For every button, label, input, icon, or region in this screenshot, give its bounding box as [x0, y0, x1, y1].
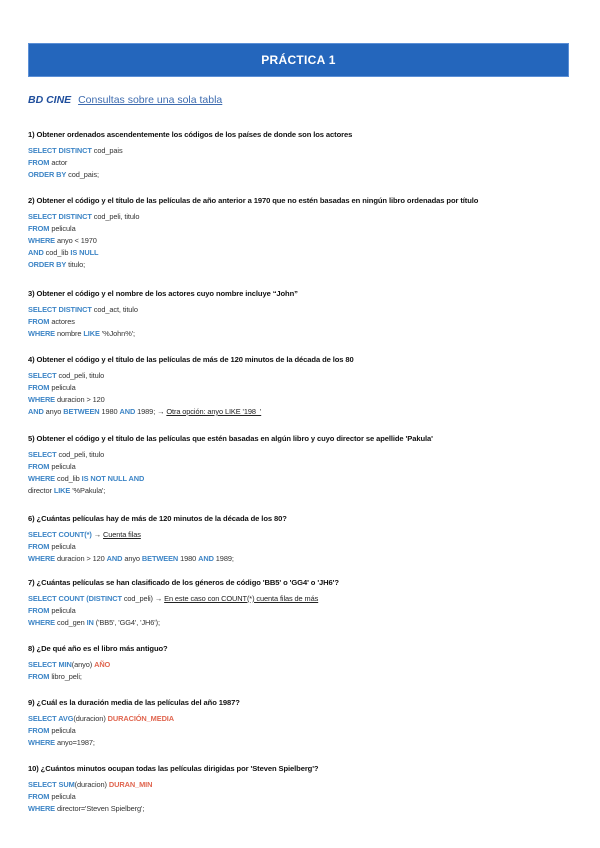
sql-text: pelicula — [49, 606, 76, 615]
sql-keyword: BETWEEN — [63, 407, 100, 416]
sql-line — [28, 529, 578, 541]
sql-line — [28, 449, 578, 461]
exercise-section — [28, 764, 578, 815]
sql-line — [28, 370, 578, 382]
sql-keyword: SELECT COUNT (DISTINCT — [28, 594, 122, 603]
sql-keyword: WHERE — [28, 738, 56, 747]
exercise-question: 7) ¿Cuántas películas se han clasificado de los géneros de código 'BB5' o 'GG4' o 'JH6'? — [28, 578, 339, 587]
sql-text: director='Steven Spielberg'; — [55, 804, 145, 813]
sql-keyword: SELECT AVG — [28, 714, 74, 723]
sql-text: cod_peli, titulo — [56, 450, 105, 459]
sql-keyword: WHERE — [28, 804, 56, 813]
sql-code-block — [28, 449, 578, 497]
sql-text: anyo — [43, 407, 64, 416]
sql-text: anyo=1987; — [55, 738, 95, 747]
sql-text: pelicula — [49, 726, 76, 735]
sql-text: cod_peli, titulo — [56, 371, 105, 380]
sql-keyword: BETWEEN — [141, 554, 179, 563]
sql-keyword: ORDER BY — [28, 170, 67, 179]
sql-keyword: FROM — [28, 224, 50, 233]
sql-keyword: WHERE — [28, 329, 56, 338]
sql-line — [28, 169, 578, 181]
sql-text: 1989; — [135, 407, 158, 416]
sql-text: (duracion) — [73, 714, 108, 723]
sql-line — [28, 737, 578, 749]
exercise-question: 3) Obtener el código y el nombre de los actores cuyo nombre incluye “John” — [28, 289, 298, 298]
sql-text: actores — [49, 317, 75, 326]
page-title-banner — [28, 43, 569, 77]
sql-line — [28, 235, 578, 247]
sql-line — [28, 593, 578, 605]
sql-code-block — [28, 304, 578, 340]
exercise-question: 5) Obtener el código y el título de las películas que estén basadas en algún libro y cuyo director se apellide 'Pakula' — [28, 434, 433, 443]
exercise-section — [28, 644, 578, 683]
sql-text: '%John%'; — [99, 329, 135, 338]
sql-text: pelicula — [49, 792, 76, 801]
sql-code-block — [28, 659, 578, 683]
sql-keyword: SELECT DISTINCT — [28, 305, 92, 314]
sql-text: pelicula — [49, 224, 76, 233]
sql-text: nombre — [55, 329, 84, 338]
sql-keyword: IS NOT NULL AND — [81, 474, 145, 483]
sql-line — [28, 259, 578, 271]
sql-text: cod_act, titulo — [91, 305, 138, 314]
sql-keyword: SELECT — [28, 450, 57, 459]
sql-line — [28, 211, 578, 223]
sql-keyword: FROM — [28, 792, 50, 801]
sql-keyword: FROM — [28, 317, 50, 326]
sql-code-block — [28, 211, 578, 271]
sql-keyword: SELECT — [28, 371, 57, 380]
sql-keyword: SELECT COUNT(*) — [28, 530, 92, 539]
sql-keyword: LIKE — [53, 486, 71, 495]
sql-line — [28, 461, 578, 473]
sql-line — [28, 223, 578, 235]
sql-alias: AÑO — [94, 660, 111, 669]
page-title: PRÁCTICA 1 — [261, 53, 336, 67]
sql-keyword: SELECT DISTINCT — [28, 146, 92, 155]
exercise-section — [28, 514, 578, 565]
sql-text: cod_pais — [91, 146, 123, 155]
arrow-icon: → — [91, 530, 103, 539]
sql-alias: DURACIÓN_MEDIA — [107, 714, 174, 723]
sql-keyword: SELECT SUM — [28, 780, 75, 789]
sql-keyword: ORDER BY — [28, 260, 67, 269]
exercise-question: 6) ¿Cuántas películas hay de más de 120 minutos de la década de los 80? — [28, 514, 287, 523]
sql-keyword: IN — [86, 618, 94, 627]
sql-text: pelicula — [49, 383, 76, 392]
sql-keyword: WHERE — [28, 395, 56, 404]
exercise-section — [28, 698, 578, 749]
sql-code-block — [28, 713, 578, 749]
sql-text: cod_peli, titulo — [91, 212, 140, 221]
sql-keyword: AND — [198, 554, 214, 563]
sql-code-block — [28, 529, 578, 565]
sql-keyword: SELECT DISTINCT — [28, 212, 92, 221]
sql-text: 1989; — [213, 554, 234, 563]
exercise-section — [28, 578, 578, 629]
sql-text: 1980 — [99, 407, 120, 416]
sql-keyword: SELECT MIN — [28, 660, 72, 669]
sql-text: (duracion) — [74, 780, 109, 789]
sql-keyword: WHERE — [28, 618, 56, 627]
exercise-question: 10) ¿Cuántos minutos ocupan todas las películas dirigidas por 'Steven Spielberg'? — [28, 764, 319, 773]
sql-text: cod_pais; — [66, 170, 99, 179]
sql-keyword: FROM — [28, 672, 50, 681]
sql-keyword: AND — [28, 407, 44, 416]
sql-keyword: AND — [28, 248, 44, 257]
sql-line — [28, 406, 578, 418]
sql-keyword: IS NULL — [70, 248, 99, 257]
sql-text: titulo; — [66, 260, 86, 269]
exercise-section — [28, 289, 578, 340]
sql-line — [28, 247, 578, 259]
sql-line — [28, 541, 578, 553]
sql-line — [28, 473, 578, 485]
annotation-note: Otra opción: anyo LIKE '198_' — [166, 407, 262, 416]
sql-keyword: FROM — [28, 383, 50, 392]
sql-keyword: FROM — [28, 462, 50, 471]
sql-line — [28, 779, 578, 791]
sql-text: cod_gen — [55, 618, 87, 627]
sql-text: pelicula — [49, 542, 76, 551]
exercise-question: 1) Obtener ordenados ascendentemente los códigos de los países de donde son los actores — [28, 130, 353, 139]
database-label: BD CINE — [28, 94, 72, 106]
sql-text: duracion > 120 — [55, 395, 105, 404]
sql-line — [28, 725, 578, 737]
sql-text: director — [28, 486, 54, 495]
sql-line — [28, 394, 578, 406]
sql-keyword: FROM — [28, 606, 50, 615]
arrow-icon: → — [157, 407, 167, 416]
sql-text: (anyo) — [71, 660, 95, 669]
exercise-section — [28, 196, 578, 271]
sql-code-block — [28, 370, 578, 418]
sql-text: cod_peli) — [121, 594, 153, 603]
sql-keyword: AND — [106, 554, 123, 563]
sql-text: cod_lib — [43, 248, 71, 257]
sql-text: libro_peli; — [49, 672, 82, 681]
subtitle — [28, 94, 222, 106]
sql-line — [28, 671, 578, 683]
sql-text: anyo — [122, 554, 142, 563]
exercise-question: 8) ¿De qué año es el libro más antiguo? — [28, 644, 168, 653]
sql-keyword: FROM — [28, 726, 50, 735]
sql-code-block — [28, 593, 578, 629]
sql-line — [28, 803, 578, 815]
sql-text: pelicula — [49, 462, 76, 471]
sql-line — [28, 605, 578, 617]
sql-text: cod_lib — [55, 474, 82, 483]
sql-line — [28, 316, 578, 328]
sql-text: 1980 — [178, 554, 199, 563]
sql-keyword: LIKE — [83, 329, 100, 338]
arrow-icon: → — [152, 594, 165, 603]
sql-line — [28, 304, 578, 316]
sql-keyword: FROM — [28, 542, 50, 551]
sql-keyword: WHERE — [28, 236, 56, 245]
sql-keyword: AND — [119, 407, 136, 416]
sql-line — [28, 553, 578, 565]
annotation-note: Cuenta filas — [103, 530, 141, 539]
sql-keyword: WHERE — [28, 474, 56, 483]
sql-line — [28, 328, 578, 340]
annotation-note: En este caso con COUNT(*) cuenta filas de más — [164, 594, 319, 603]
sql-line — [28, 157, 578, 169]
sql-keyword: WHERE — [28, 554, 56, 563]
exercise-question: 4) Obtener el código y el título de las películas de más de 120 minutos de la década de los 80 — [28, 355, 354, 364]
sql-code-block — [28, 145, 578, 181]
sql-line — [28, 145, 578, 157]
sql-text: duracion > 120 — [55, 554, 107, 563]
exercise-section — [28, 355, 578, 418]
sql-line — [28, 659, 578, 671]
sql-line — [28, 382, 578, 394]
sql-keyword: FROM — [28, 158, 50, 167]
exercise-section — [28, 130, 578, 181]
sql-code-block — [28, 779, 578, 815]
sql-text: '%Pakula'; — [70, 486, 106, 495]
sql-text: anyo < 1970 — [55, 236, 97, 245]
sql-line — [28, 713, 578, 725]
sql-alias: DURAN_MIN — [108, 780, 153, 789]
topic-link[interactable]: Consultas sobre una sola tabla — [78, 94, 223, 106]
sql-line — [28, 485, 578, 497]
sql-text: actor — [49, 158, 68, 167]
sql-text: ('BB5', 'GG4', 'JH6'); — [93, 618, 160, 627]
exercise-question: 2) Obtener el código y el título de las películas de año anterior a 1970 que no estén basadas en ningún libro ordenadas por título — [28, 196, 479, 205]
exercise-section — [28, 434, 578, 497]
sql-line — [28, 617, 578, 629]
exercise-question: 9) ¿Cuál es la duración media de las películas del año 1987? — [28, 698, 240, 707]
sql-line — [28, 791, 578, 803]
